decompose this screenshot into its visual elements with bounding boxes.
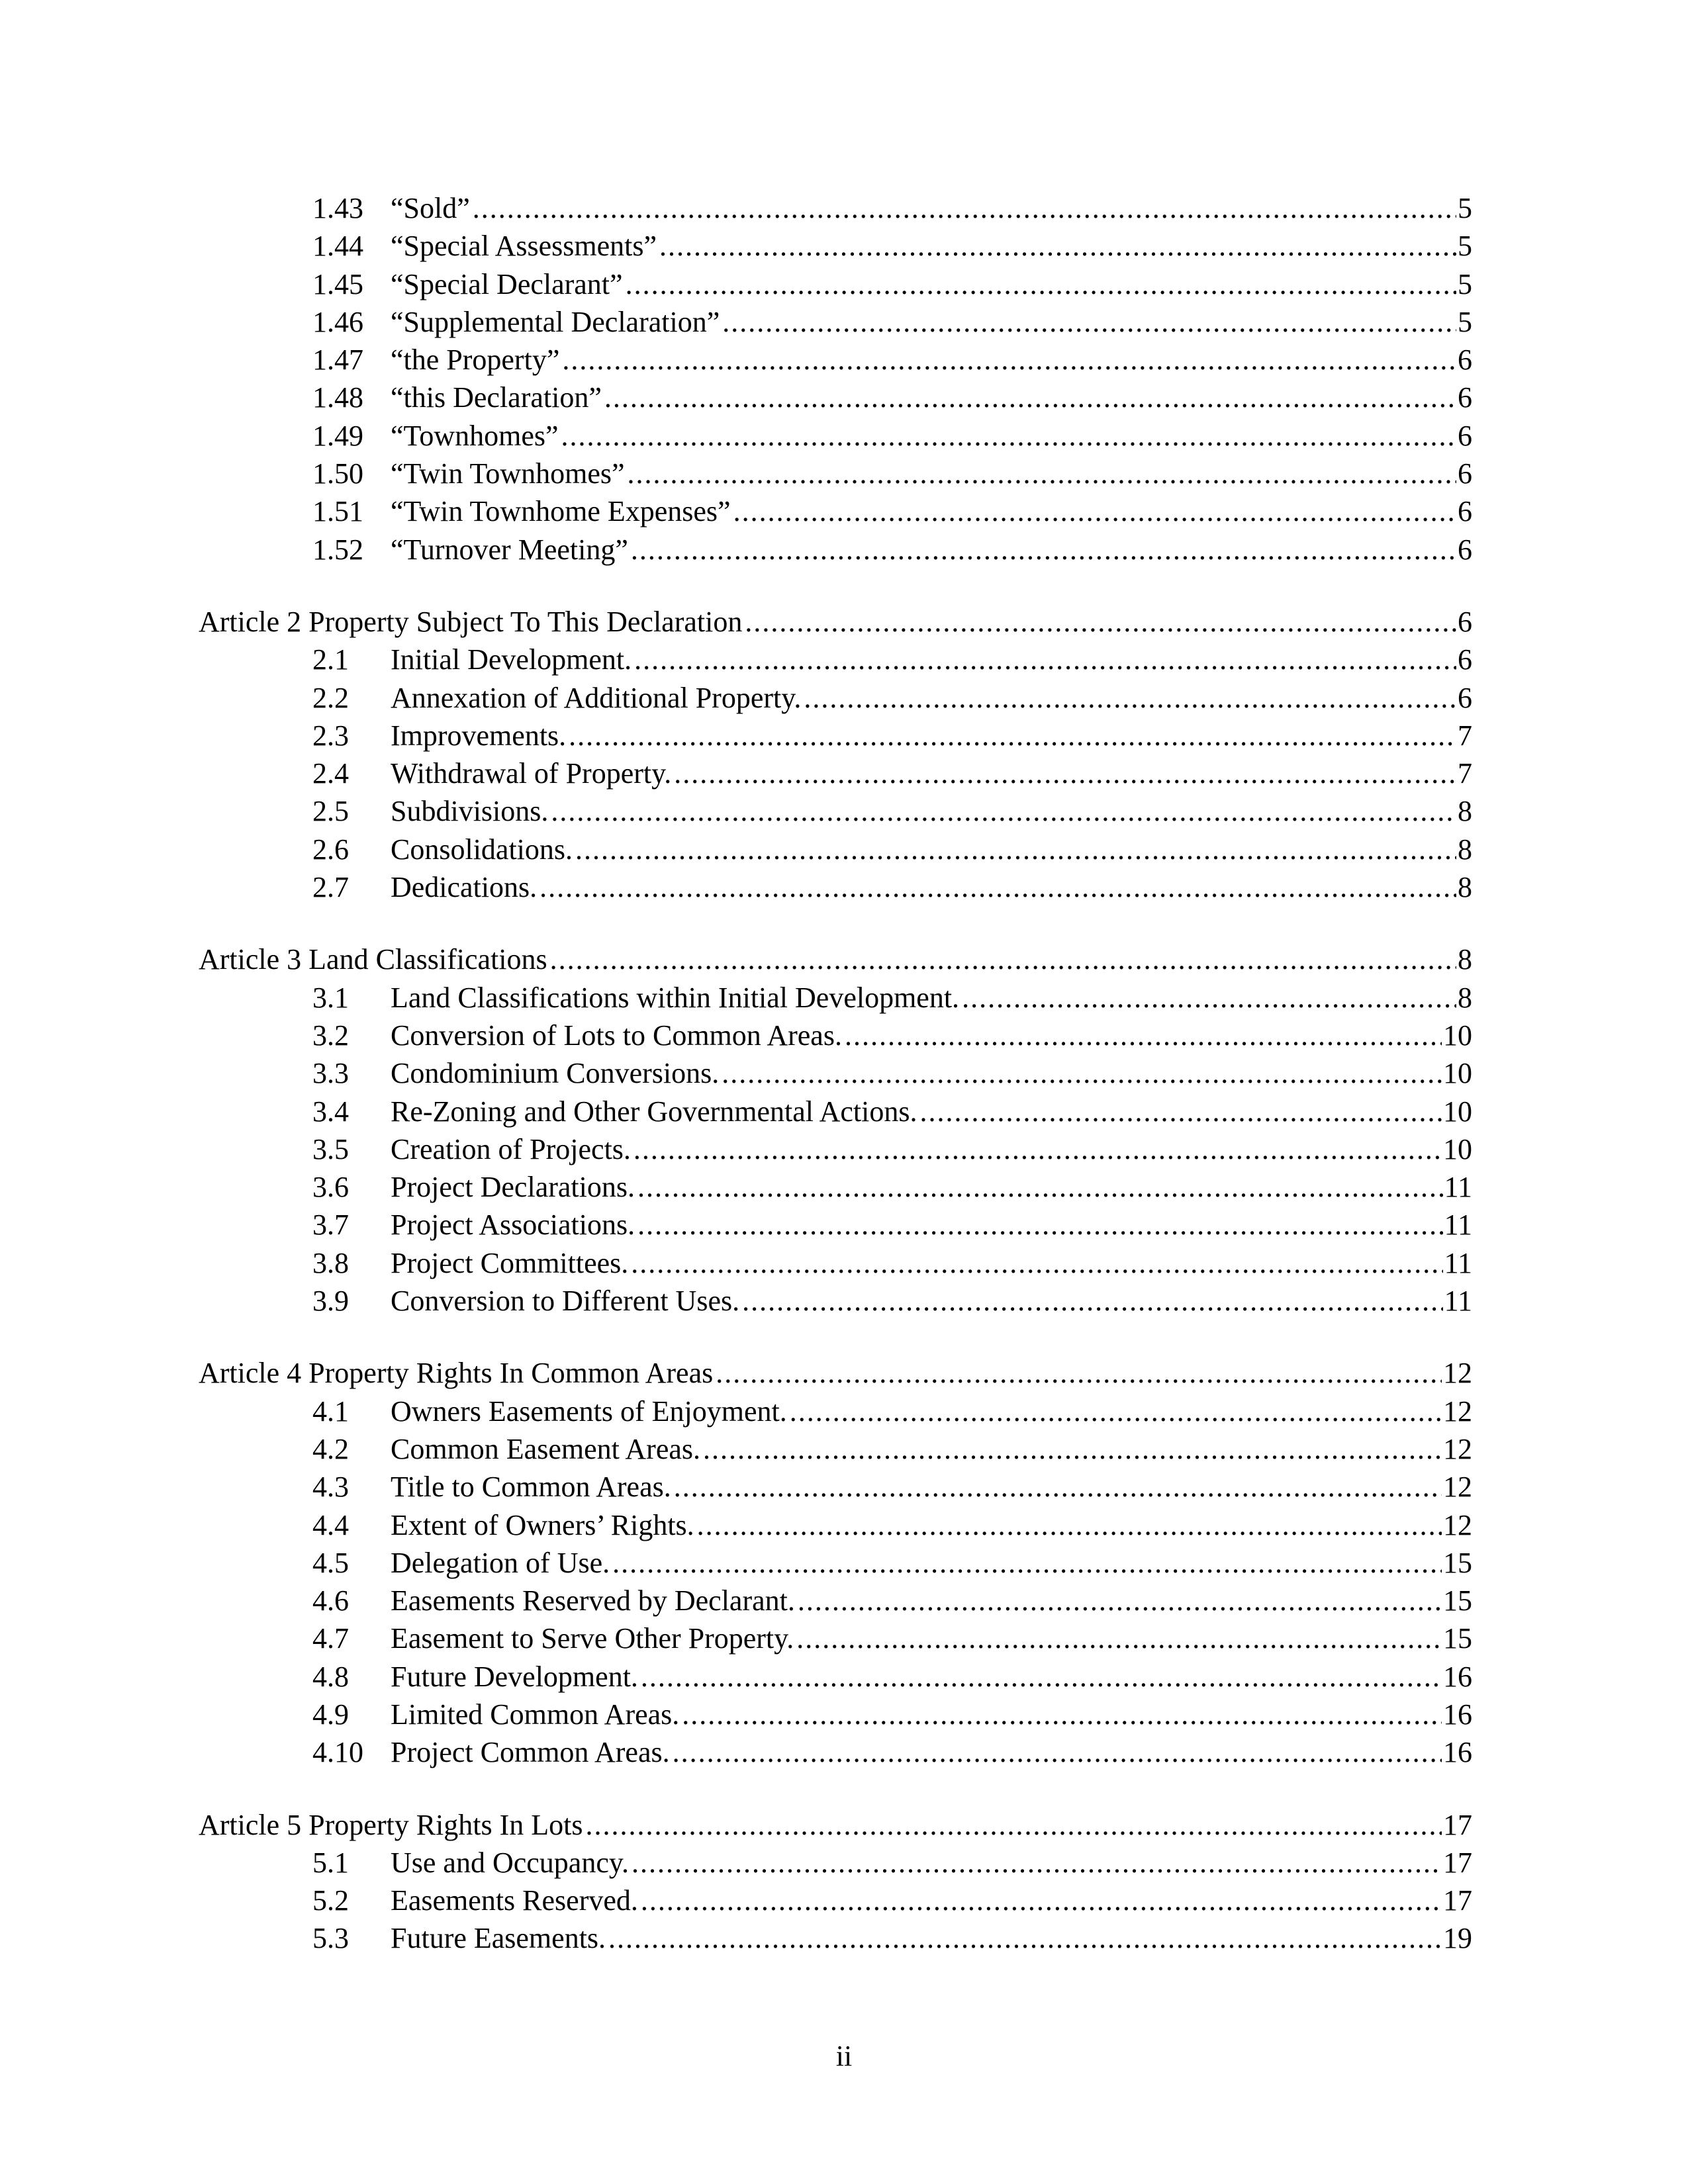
toc-entry-number: 4.9 [312,1698,349,1731]
toc-entry-title: Land Classifications within Initial Development. [391,981,960,1014]
toc-entry-number: 1.43 [312,192,363,224]
dot-leader [561,417,1456,455]
toc-page-number: 5 [1458,305,1472,338]
toc-entry-number: 2.7 [312,871,349,904]
toc-page-number: 11 [1444,1246,1472,1279]
toc-page-number: 6 [1458,681,1472,714]
toc-entry-title: Annexation of Additional Property. [391,681,802,714]
toc-entry [199,417,1472,455]
dot-leader [608,1919,1442,1957]
toc-entry [199,1430,1472,1468]
toc-entry-title: Conversion of Lots to Common Areas. [391,1019,842,1052]
dot-leader [722,303,1456,341]
dot-leader [637,1168,1443,1206]
toc-entry-number: 4.8 [312,1660,349,1693]
toc-page-number: 6 [1458,419,1472,452]
toc-page-number: 10 [1443,1019,1472,1052]
toc-entry-title: “the Property” [391,343,560,377]
toc-entry-title: Consolidations. [391,833,573,866]
toc-entry-title: Subdivisions. [391,795,549,828]
article-title: Article 5 Property Rights In Lots [199,1808,583,1841]
toc-entry [199,679,1472,717]
toc-entry-number: 1.46 [312,305,363,338]
toc-entry-title: Re-Zoning and Other Governmental Actions. [391,1095,917,1128]
dot-leader [632,1844,1442,1882]
toc-page-number: 19 [1443,1922,1472,1955]
toc-entry [199,1017,1472,1054]
toc-entry-title: Easements Reserved. [391,1884,638,1917]
toc-entry-title: Project Common Areas. [391,1736,670,1769]
toc-article-heading [199,940,1472,978]
toc-entry [199,1054,1472,1092]
toc-page-number: 8 [1458,871,1472,904]
toc-entry [199,792,1472,830]
dot-leader [604,379,1456,416]
toc-page-number: 11 [1444,1171,1472,1204]
toc-entry-number: 1.49 [312,419,363,452]
toc-entry-number: 2.2 [312,681,349,714]
toc-entry-title: Owners Easements of Enjoyment. [391,1394,787,1428]
toc-entry-title: “Townhomes” [391,419,559,452]
dot-leader [569,717,1456,754]
toc-entry [199,1392,1472,1430]
dot-leader [612,1544,1442,1582]
toc-entry [199,1244,1472,1282]
toc-entry [199,1130,1472,1168]
toc-entry-title: Easement to Serve Other Property. [391,1622,794,1655]
dot-leader [473,189,1456,227]
toc-page-number: 16 [1443,1736,1472,1769]
toc-entry-title: “Special Assessments” [391,230,657,263]
dot-leader [641,1882,1442,1919]
toc-entry-title: Delegation of Use. [391,1546,610,1579]
toc-entry [199,1206,1472,1244]
toc-page-number: 5 [1458,192,1472,224]
toc-entry-number: 3.5 [312,1132,349,1165]
page-number: ii [835,2040,853,2072]
toc-entry-number: 3.3 [312,1057,349,1090]
toc-entry-title: Withdrawal of Property. [391,757,672,790]
toc-entry [199,1696,1472,1733]
dot-leader [634,641,1456,678]
toc-entry-title: “this Declaration” [391,381,602,414]
toc-entry-title: “Turnover Meeting” [391,533,628,566]
dot-leader [674,754,1456,792]
toc-entry-number: 5.3 [312,1922,349,1955]
toc-page-number: 5 [1458,230,1472,263]
toc-entry [199,455,1472,492]
toc-entry [199,1582,1472,1619]
toc-entry-number: 2.4 [312,757,349,790]
toc-entry-number: 3.7 [312,1208,349,1242]
toc-entry [199,1168,1472,1206]
toc-page-number: 12 [1443,1394,1472,1428]
toc-entry-title: “Supplemental Declaration” [391,305,720,338]
toc-page-number: 6 [1458,495,1472,528]
dot-leader [631,531,1456,569]
toc-page-number: 11 [1444,1208,1472,1242]
toc-page-number: 8 [1458,943,1472,976]
dot-leader [628,455,1456,492]
toc-entry [199,1733,1472,1771]
toc-entry [199,1844,1472,1882]
dot-leader [674,1468,1442,1506]
toc-page-number: 15 [1443,1584,1472,1617]
toc-entry-title: “Twin Townhome Expenses” [391,495,731,528]
toc-entry [199,189,1472,227]
dot-leader [804,679,1456,717]
toc-page-number: 17 [1443,1808,1472,1841]
dot-leader [539,868,1456,906]
toc-entry-number: 1.45 [312,267,363,300]
toc-entry-title: Project Associations. [391,1208,635,1242]
dot-leader [659,227,1456,265]
toc-entry-title: Use and Occupancy. [391,1846,629,1879]
toc-entry-title: Easements Reserved by Declarant. [391,1584,795,1617]
dot-leader [673,1733,1442,1771]
toc-page-number: 8 [1458,795,1472,828]
toc-entry [199,531,1472,569]
toc-page-number: 6 [1458,457,1472,490]
toc-page-number: 5 [1458,267,1472,300]
toc-entry-title: Condominium Conversions. [391,1057,720,1090]
toc-entry-title: Improvements. [391,719,567,752]
toc-entry [199,1506,1472,1544]
toc-page-number: 10 [1443,1132,1472,1165]
dot-leader [919,1093,1442,1130]
toc-entry-number: 5.2 [312,1884,349,1917]
toc-page-number: 11 [1444,1285,1472,1318]
toc-entry-number: 3.6 [312,1171,349,1204]
dot-leader [637,1206,1443,1244]
toc-entry-title: Dedications. [391,871,538,904]
toc-page-number: 16 [1443,1660,1472,1693]
dot-leader [562,341,1456,379]
toc-entry-title: Limited Common Areas. [391,1698,680,1731]
toc-page-number: 6 [1458,605,1472,638]
dot-leader [845,1017,1442,1054]
toc-entry-title: Common Easement Areas. [391,1432,701,1465]
toc-entry [199,227,1472,265]
toc-entry [199,1544,1472,1582]
toc-page-number: 6 [1458,643,1472,676]
article-title: Article 4 Property Rights In Common Areas [199,1357,714,1390]
dot-leader [733,492,1456,530]
toc-entry [199,1882,1472,1919]
toc-entry [199,979,1472,1017]
toc-page-number: 12 [1443,1508,1472,1541]
toc-entry-number: 3.4 [312,1095,349,1128]
dot-leader [633,1130,1442,1168]
toc-entry-title: Initial Development. [391,643,632,676]
toc-entry-title: Creation of Projects. [391,1132,631,1165]
toc-entry [199,641,1472,678]
toc-entry-title: Conversion to Different Uses. [391,1285,740,1318]
toc-page-number: 12 [1443,1357,1472,1390]
dot-leader [626,265,1456,303]
toc-entry-number: 5.1 [312,1846,349,1879]
dot-leader [742,1282,1443,1320]
toc-entry [199,379,1472,416]
toc-entry-number: 1.52 [312,533,363,566]
toc-entry-title: “Sold” [391,192,470,224]
toc-entry-number: 4.1 [312,1394,349,1428]
toc-entry [199,1919,1472,1957]
toc-entry-number: 2.6 [312,833,349,866]
toc-entry-number: 2.3 [312,719,349,752]
dot-leader [586,1806,1442,1844]
toc-entry-number: 4.6 [312,1584,349,1617]
dot-leader [790,1392,1442,1430]
toc-page-number: 7 [1458,719,1472,752]
toc-entry-number: 4.5 [312,1546,349,1579]
toc-entry-number: 4.7 [312,1622,349,1655]
toc-entry-title: Future Easements. [391,1922,606,1955]
toc-page-number: 6 [1458,533,1472,566]
article-title: Article 3 Land Classifications [199,943,547,976]
dot-leader [550,940,1456,978]
toc-page-number: 12 [1443,1471,1472,1504]
toc-page-number: 6 [1458,381,1472,414]
dot-leader [745,603,1456,641]
toc-entry [199,303,1472,341]
toc-page-number: 17 [1443,1846,1472,1879]
toc-article-heading [199,603,1472,641]
dot-leader [641,1658,1442,1696]
toc-entry [199,265,1472,303]
toc-entry-number: 4.2 [312,1432,349,1465]
dot-leader [796,1619,1442,1657]
toc-entry [199,1619,1472,1657]
toc-entry [199,1658,1472,1696]
toc-entry-number: 3.9 [312,1285,349,1318]
toc-entry-number: 3.8 [312,1246,349,1279]
toc-entry [199,341,1472,379]
toc-entry-title: Project Declarations. [391,1171,635,1204]
toc-page-number: 17 [1443,1884,1472,1917]
toc-entry-title: “Twin Townhomes” [391,457,625,490]
dot-leader [722,1054,1442,1092]
toc-entry-title: Project Committees. [391,1246,629,1279]
toc-entry-number: 1.48 [312,381,363,414]
table-of-contents [199,189,1472,1958]
toc-entry [199,868,1472,906]
toc-entry-title: “Special Declarant” [391,267,623,300]
dot-leader [575,831,1456,868]
toc-entry-number: 1.47 [312,343,363,377]
dot-leader [697,1506,1442,1544]
toc-page-number: 6 [1458,343,1472,377]
toc-entry [199,1468,1472,1506]
dot-leader [798,1582,1442,1619]
toc-entry [199,492,1472,530]
toc-page-number: 8 [1458,833,1472,866]
dot-leader [682,1696,1442,1733]
toc-page-number: 7 [1458,757,1472,790]
toc-entry-title: Title to Common Areas. [391,1471,671,1504]
toc-entry [199,1093,1472,1130]
toc-entry-number: 4.3 [312,1471,349,1504]
toc-entry [199,1282,1472,1320]
toc-entry [199,717,1472,754]
toc-entry-title: Future Development. [391,1660,638,1693]
toc-entry-number: 4.4 [312,1508,349,1541]
toc-page-number: 12 [1443,1432,1472,1465]
toc-entry-number: 1.50 [312,457,363,490]
toc-entry-number: 2.5 [312,795,349,828]
toc-entry-number: 4.10 [312,1736,363,1769]
toc-page-number: 10 [1443,1095,1472,1128]
dot-leader [716,1354,1442,1392]
toc-entry-number: 3.1 [312,981,349,1014]
toc-entry-number: 1.51 [312,495,363,528]
dot-leader [551,792,1456,830]
toc-entry-number: 3.2 [312,1019,349,1052]
toc-entry [199,831,1472,868]
toc-page-number: 15 [1443,1546,1472,1579]
toc-page-number: 15 [1443,1622,1472,1655]
dot-leader [962,979,1456,1017]
toc-entry-number: 2.1 [312,643,349,676]
toc-page-number: 16 [1443,1698,1472,1731]
toc-entry [199,754,1472,792]
toc-page-number: 8 [1458,981,1472,1014]
toc-entry-title: Extent of Owners’ Rights. [391,1508,694,1541]
toc-entry-number: 1.44 [312,230,363,263]
toc-article-heading [199,1806,1472,1844]
dot-leader [631,1244,1442,1282]
toc-article-heading [199,1354,1472,1392]
toc-page-number: 10 [1443,1057,1472,1090]
dot-leader [703,1430,1442,1468]
article-title: Article 2 Property Subject To This Declaration [199,605,743,638]
